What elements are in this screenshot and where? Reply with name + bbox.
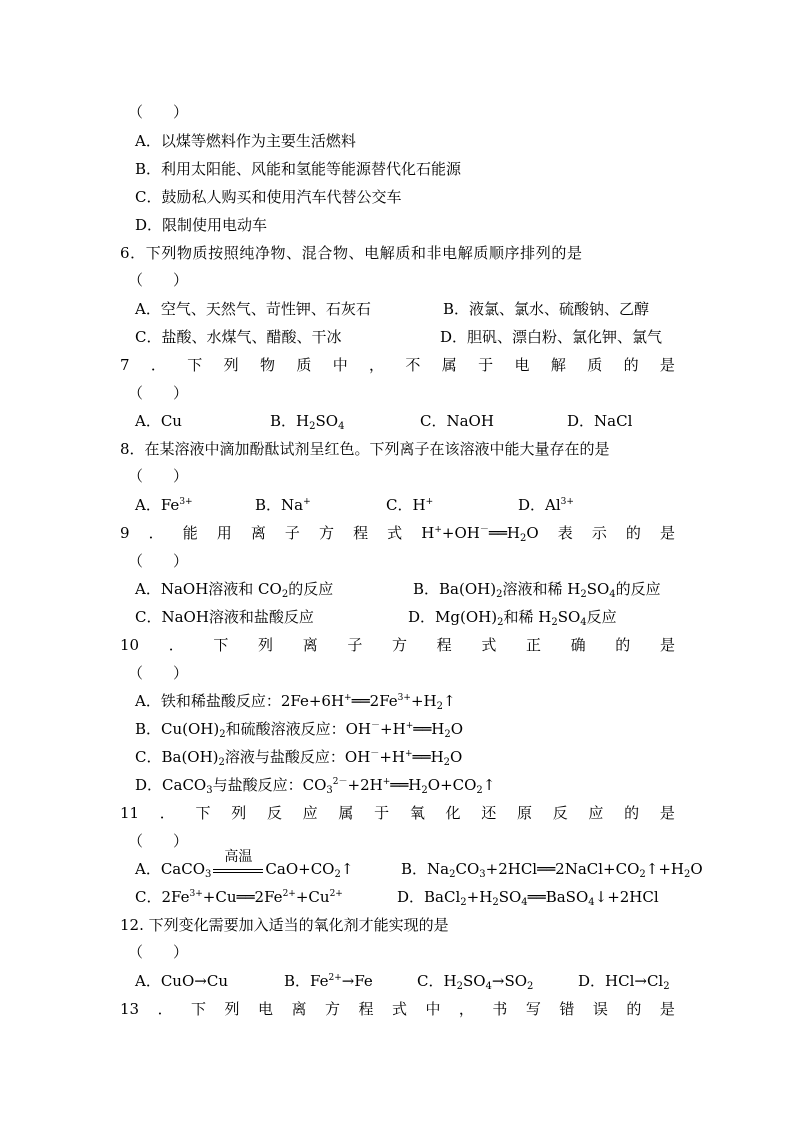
q9-equation: $H^++OH^-══H_2O$ xyxy=(421,524,539,544)
q6-bracket: （ ） xyxy=(128,271,189,289)
q10-stem: 10 ． 下 列 离 子 方 程 式 正 确 的 是 xyxy=(120,636,675,654)
q10-option-d: D．CaCO$_3$与盐酸反应：$CO_3^{2-}+2H^+══H_2O+CO_2↑$ xyxy=(135,776,496,796)
q6-option-a: A．空气、天然气、苛性钾、石灰石 xyxy=(135,300,371,318)
q7-stem: 7 ． 下 列 物 质 中 ， 不 属 于 电 解 质 的 是 xyxy=(120,356,675,374)
q6-option-b: B．液氯、氯水、硫酸钠、乙醇 xyxy=(443,300,650,318)
q8-option-b: B．Na+ xyxy=(255,496,311,514)
q10-bracket: （ ） xyxy=(128,664,189,682)
q5-option-a: A．以煤等燃料作为主要生活燃料 xyxy=(135,132,356,150)
q6-option-c: C．盐酸、水煤气、醋酸、干冰 xyxy=(135,328,342,346)
q5-bracket: （ ） xyxy=(128,103,189,121)
q12-option-a: A．CuO→Cu xyxy=(135,972,228,990)
q11-option-b: B．$Na_2CO_3+2HCl══2NaCl+CO_2↑+H_2O$ xyxy=(401,860,703,880)
q9-stem: 9 ． 能 用 离 子 方 程 式 $H^++OH^-══H_2O$ 表 示 的 是 xyxy=(120,524,675,544)
q11-stem: 11 ． 下 列 反 应 属 于 氧 化 还 原 反 应 的 是 xyxy=(120,804,675,822)
q7-option-d: D．NaCl xyxy=(567,412,633,430)
q8-option-c: C．H+ xyxy=(386,496,434,514)
q8-option-d: D．$Al^{3+}$ xyxy=(518,496,574,514)
q11-option-d: D．$BaCl_2+H_2SO_4══BaSO_4↓+2HCl$ xyxy=(397,888,659,908)
q7-option-a: A．Cu xyxy=(135,412,182,430)
q8-bracket: （ ） xyxy=(128,467,189,485)
q7-option-c: C．NaOH xyxy=(420,412,494,430)
q7-bracket: （ ） xyxy=(128,384,189,402)
q11-option-a: A．CaCO$_3$ 高温 $CaO+CO_2↑$ xyxy=(135,849,354,880)
q10-option-b: B．$Cu(OH)_2$和硫酸溶液反应：$OH^-+H^+══H_2O$ xyxy=(135,720,464,740)
reaction-condition: 高温 xyxy=(213,859,263,879)
q9-option-d: D．$Mg(OH)_2$和稀 $H_2SO_4$反应 xyxy=(408,608,617,628)
q12-option-c: C．$H_2SO_4\to SO_2$ xyxy=(417,972,534,992)
q13-stem: 13 ． 下 列 电 离 方 程 式 中 ， 书 写 错 误 的 是 xyxy=(120,1000,675,1018)
q11-bracket: （ ） xyxy=(128,832,189,850)
q6-stem: 6．下列物质按照纯净物、混合物、电解质和非电解质顺序排列的是 xyxy=(120,244,583,262)
q9-bracket: （ ） xyxy=(128,552,189,570)
q11-option-c: C．$2Fe^{3+}+Cu══2Fe^{2+}+Cu^{2+}$ xyxy=(135,888,343,906)
q5-option-c: C．鼓励私人购买和使用汽车代替公交车 xyxy=(135,188,402,206)
q12-option-d: D．$HCl\to Cl_2$ xyxy=(578,972,670,992)
q5-option-b: B．利用太阳能、风能和氢能等能源替代化石能源 xyxy=(135,160,462,178)
q12-option-b: B．$Fe^{2+}\to Fe$ xyxy=(284,972,373,990)
q10-option-c: C．$Ba(OH)_2$溶液与盐酸反应：$OH^-+H^+══H_2O$ xyxy=(135,748,463,768)
q12-stem: 12. 下列变化需要加入适当的氧化剂才能实现的是 xyxy=(120,916,449,934)
q6-option-d: D．胆矾、漂白粉、氯化钾、氯气 xyxy=(440,328,663,346)
q10-option-a: A．铁和稀盐酸反应：$2Fe+6H^+══2Fe^{3+}+H_2↑$ xyxy=(135,692,456,712)
q7-option-b: B．$H_2SO_4$ xyxy=(270,412,345,432)
q8-option-a: A．$Fe^{3+}$ xyxy=(135,496,193,514)
q8-stem: 8．在某溶液中滴加酚酞试剂呈红色。下列离子在该溶液中能大量存在的是 xyxy=(120,440,610,458)
q9-option-b: B．$Ba(OH)_2$溶液和稀 $H_2SO_4$的反应 xyxy=(413,580,661,600)
q9-option-c: C．NaOH溶液和盐酸反应 xyxy=(135,608,314,626)
q5-option-d: D．限制使用电动车 xyxy=(135,216,268,234)
q12-bracket: （ ） xyxy=(128,943,189,961)
q9-option-a: A．NaOH溶液和 $CO_2$的反应 xyxy=(135,580,334,600)
